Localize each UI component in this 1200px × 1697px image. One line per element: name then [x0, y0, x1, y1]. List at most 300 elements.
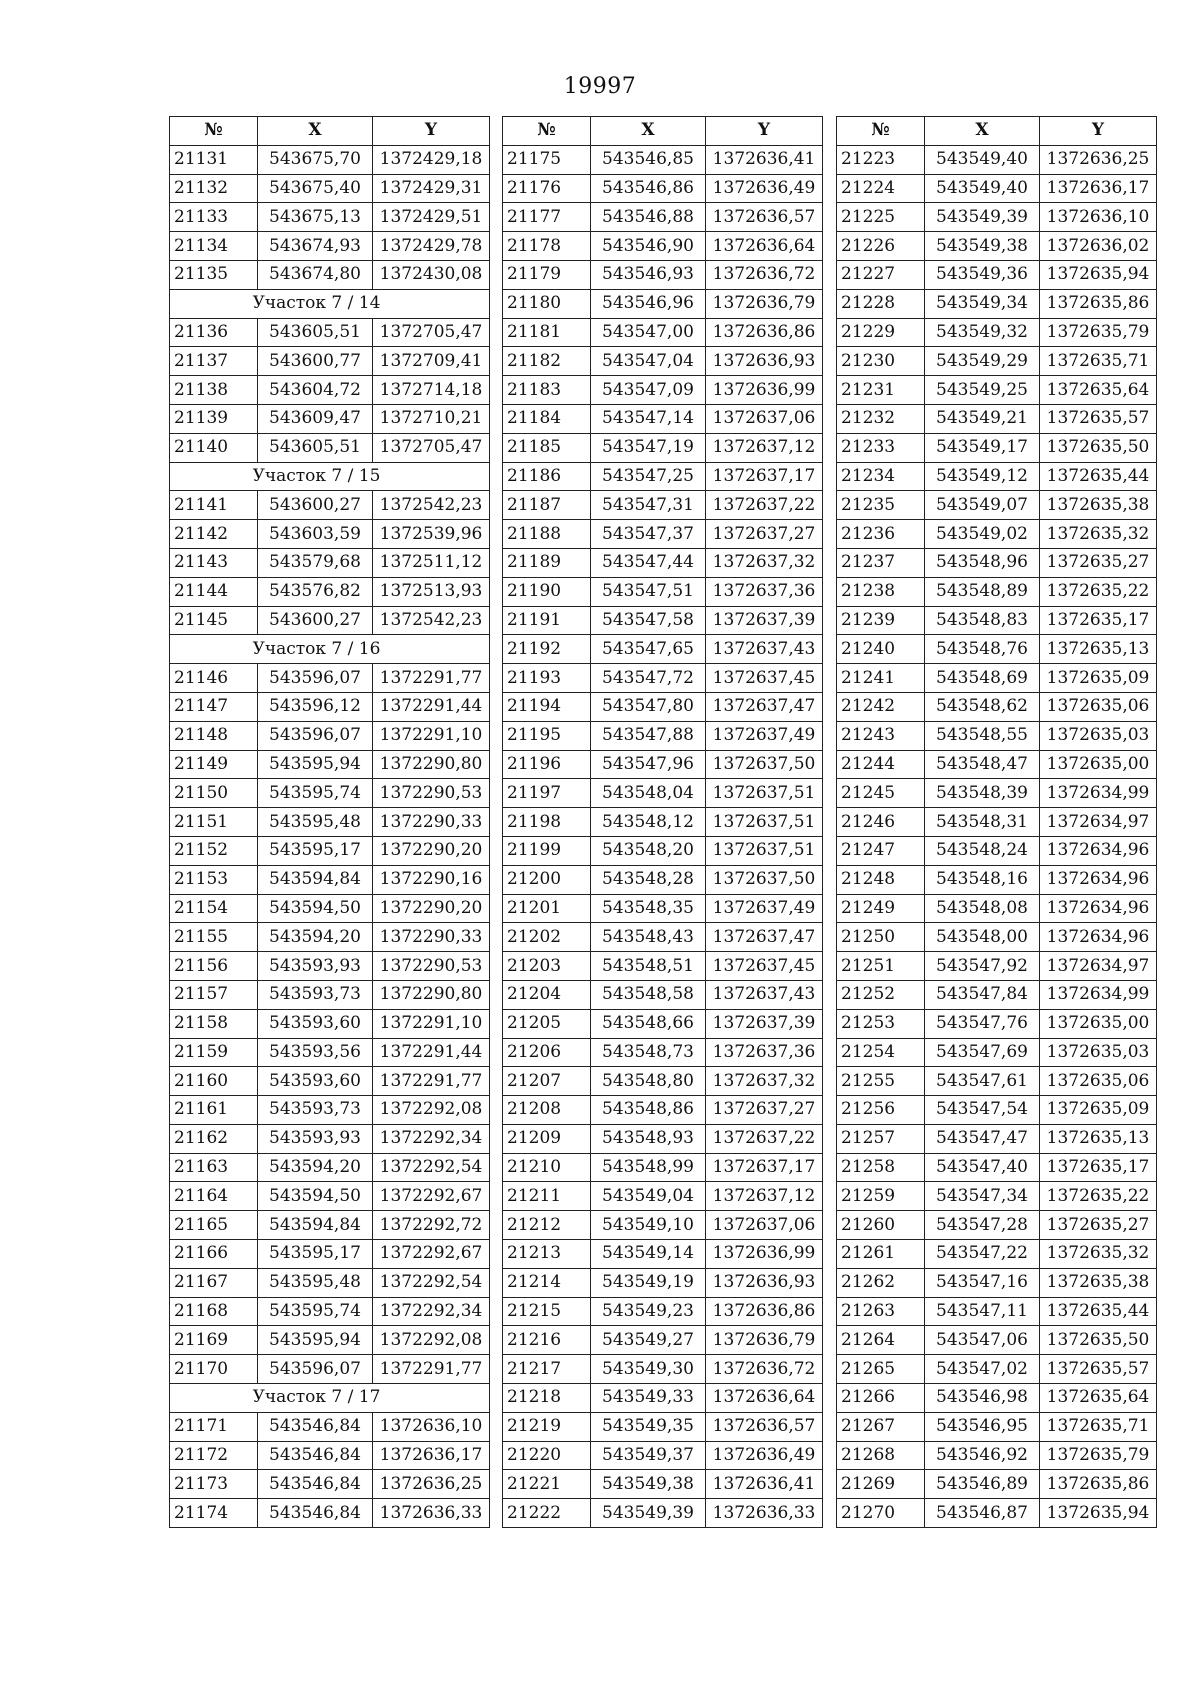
- y-coordinate-cell: 1372511,12: [373, 548, 490, 577]
- y-coordinate-cell: 1372634,99: [1040, 980, 1157, 1009]
- x-coordinate-cell: 543576,82: [258, 577, 373, 606]
- x-coordinate-cell: 543548,66: [591, 1009, 706, 1038]
- y-coordinate-cell: 1372637,43: [706, 635, 823, 664]
- coordinates-table-2: [502, 116, 823, 1528]
- point-number-cell: 21229: [837, 318, 925, 347]
- y-coordinate-cell: 1372636,93: [706, 1268, 823, 1297]
- y-coordinate-cell: 1372637,17: [706, 462, 823, 491]
- y-coordinate-cell: 1372635,22: [1040, 577, 1157, 606]
- table-row: [170, 1124, 490, 1153]
- table-row: [170, 520, 490, 549]
- y-coordinate-cell: 1372637,36: [706, 1038, 823, 1067]
- x-coordinate-cell: 543549,29: [925, 347, 1040, 376]
- point-number-cell: 21141: [170, 491, 258, 520]
- point-number-cell: 21169: [170, 1326, 258, 1355]
- point-number-cell: 21237: [837, 548, 925, 577]
- point-number-cell: 21260: [837, 1211, 925, 1240]
- point-number-cell: 21267: [837, 1412, 925, 1441]
- table-row: [837, 260, 1157, 289]
- point-number-cell: 21149: [170, 750, 258, 779]
- table-row: [837, 232, 1157, 261]
- y-coordinate-cell: 1372636,33: [373, 1499, 490, 1528]
- y-coordinate-cell: 1372710,21: [373, 404, 490, 433]
- table-row: [170, 750, 490, 779]
- x-coordinate-cell: 543549,32: [925, 318, 1040, 347]
- table-row: [170, 1211, 490, 1240]
- table-row: [503, 923, 823, 952]
- x-coordinate-cell: 543549,39: [591, 1499, 706, 1528]
- x-coordinate-cell: 543549,30: [591, 1355, 706, 1384]
- table-row: [170, 664, 490, 693]
- point-number-cell: 21165: [170, 1211, 258, 1240]
- point-number-cell: 21221: [503, 1470, 591, 1499]
- y-coordinate-cell: 1372637,27: [706, 1096, 823, 1125]
- table-row: [503, 1038, 823, 1067]
- y-coordinate-cell: 1372292,67: [373, 1182, 490, 1211]
- table-row: [837, 145, 1157, 174]
- point-number-cell: 21175: [503, 145, 591, 174]
- table-row: [170, 952, 490, 981]
- table-row: [837, 347, 1157, 376]
- x-coordinate-cell: 543547,09: [591, 376, 706, 405]
- point-number-cell: 21135: [170, 260, 258, 289]
- table-row: [837, 1096, 1157, 1125]
- table-row: [837, 894, 1157, 923]
- y-coordinate-cell: 1372636,64: [706, 1384, 823, 1413]
- x-coordinate-cell: 543548,93: [591, 1124, 706, 1153]
- x-coordinate-cell: 543547,04: [591, 347, 706, 376]
- x-coordinate-cell: 543549,37: [591, 1441, 706, 1470]
- table-row: [503, 865, 823, 894]
- table-row: [837, 203, 1157, 232]
- y-coordinate-cell: 1372636,10: [1040, 203, 1157, 232]
- table-row: [837, 1067, 1157, 1096]
- point-number-cell: 21150: [170, 779, 258, 808]
- point-number-cell: 21197: [503, 779, 591, 808]
- point-number-cell: 21200: [503, 865, 591, 894]
- y-coordinate-cell: 1372635,50: [1040, 1326, 1157, 1355]
- coordinates-table-body: [837, 145, 1157, 1527]
- table-row: [503, 1384, 823, 1413]
- point-number-cell: 21178: [503, 232, 591, 261]
- point-number-cell: 21185: [503, 433, 591, 462]
- y-coordinate-cell: 1372709,41: [373, 347, 490, 376]
- y-coordinate-cell: 1372290,33: [373, 923, 490, 952]
- table-row: [837, 376, 1157, 405]
- y-coordinate-cell: 1372637,32: [706, 548, 823, 577]
- x-coordinate-cell: 543595,94: [258, 1326, 373, 1355]
- point-number-cell: 21249: [837, 894, 925, 923]
- y-coordinate-cell: 1372635,50: [1040, 433, 1157, 462]
- point-number-cell: 21131: [170, 145, 258, 174]
- point-number-cell: 21218: [503, 1384, 591, 1413]
- point-number-cell: 21134: [170, 232, 258, 261]
- point-number-cell: 21170: [170, 1355, 258, 1384]
- table-row: [503, 1326, 823, 1355]
- x-coordinate-cell: 543548,86: [591, 1096, 706, 1125]
- x-coordinate-cell: 543549,33: [591, 1384, 706, 1413]
- x-coordinate-cell: 543549,17: [925, 433, 1040, 462]
- table-row: [837, 318, 1157, 347]
- table-row: [503, 836, 823, 865]
- x-coordinate-cell: 543549,40: [925, 174, 1040, 203]
- point-number-cell: 21153: [170, 865, 258, 894]
- y-coordinate-cell: 1372635,32: [1040, 1240, 1157, 1269]
- table-row: [837, 548, 1157, 577]
- y-coordinate-cell: 1372635,27: [1040, 548, 1157, 577]
- x-coordinate-cell: 543549,38: [925, 232, 1040, 261]
- y-coordinate-cell: 1372635,86: [1040, 1470, 1157, 1499]
- table-row: [837, 1499, 1157, 1528]
- x-coordinate-cell: 543549,07: [925, 491, 1040, 520]
- y-coordinate-cell: 1372429,18: [373, 145, 490, 174]
- point-number-cell: 21155: [170, 923, 258, 952]
- point-number-cell: 21219: [503, 1412, 591, 1441]
- y-coordinate-cell: 1372429,78: [373, 232, 490, 261]
- y-coordinate-cell: 1372635,00: [1040, 750, 1157, 779]
- point-number-cell: 21154: [170, 894, 258, 923]
- table-row: [837, 721, 1157, 750]
- point-number-cell: 21174: [170, 1499, 258, 1528]
- y-coordinate-cell: 1372636,72: [706, 260, 823, 289]
- y-coordinate-cell: 1372290,16: [373, 865, 490, 894]
- point-number-cell: 21132: [170, 174, 258, 203]
- table-row: [503, 1355, 823, 1384]
- point-number-cell: 21164: [170, 1182, 258, 1211]
- y-coordinate-cell: 1372291,10: [373, 1009, 490, 1038]
- y-coordinate-cell: 1372634,97: [1040, 952, 1157, 981]
- x-coordinate-cell: 543547,61: [925, 1067, 1040, 1096]
- point-number-cell: 21146: [170, 664, 258, 693]
- point-number-cell: 21168: [170, 1297, 258, 1326]
- x-coordinate-cell: 543547,16: [925, 1268, 1040, 1297]
- table-row: [170, 1182, 490, 1211]
- x-coordinate-cell: 543547,14: [591, 404, 706, 433]
- x-coordinate-cell: 543547,47: [925, 1124, 1040, 1153]
- x-coordinate-cell: 543547,02: [925, 1355, 1040, 1384]
- point-number-cell: 21202: [503, 923, 591, 952]
- table-row: [170, 1441, 490, 1470]
- table-row: [503, 1297, 823, 1326]
- table-row: [503, 318, 823, 347]
- table-row: [503, 692, 823, 721]
- y-coordinate-cell: 1372635,13: [1040, 1124, 1157, 1153]
- x-coordinate-cell: 543594,20: [258, 1153, 373, 1182]
- point-number-cell: 21225: [837, 203, 925, 232]
- point-number-cell: 21183: [503, 376, 591, 405]
- table-row: [503, 520, 823, 549]
- x-coordinate-cell: 543546,84: [258, 1441, 373, 1470]
- table-row: [837, 692, 1157, 721]
- x-coordinate-cell: 543549,36: [925, 260, 1040, 289]
- header-y: Y: [373, 117, 490, 146]
- table-row: [170, 1067, 490, 1096]
- y-coordinate-cell: 1372637,06: [706, 1211, 823, 1240]
- point-number-cell: 21163: [170, 1153, 258, 1182]
- x-coordinate-cell: 543548,00: [925, 923, 1040, 952]
- point-number-cell: 21158: [170, 1009, 258, 1038]
- x-coordinate-cell: 543548,51: [591, 952, 706, 981]
- y-coordinate-cell: 1372636,72: [706, 1355, 823, 1384]
- table-row: [170, 404, 490, 433]
- x-coordinate-cell: 543546,84: [258, 1412, 373, 1441]
- point-number-cell: 21138: [170, 376, 258, 405]
- y-coordinate-cell: 1372635,57: [1040, 404, 1157, 433]
- x-coordinate-cell: 543674,80: [258, 260, 373, 289]
- y-coordinate-cell: 1372292,72: [373, 1211, 490, 1240]
- section-title: Участок 7 / 17: [170, 1384, 490, 1413]
- y-coordinate-cell: 1372634,96: [1040, 923, 1157, 952]
- point-number-cell: 21228: [837, 289, 925, 318]
- header-row: [503, 117, 823, 146]
- point-number-cell: 21186: [503, 462, 591, 491]
- x-coordinate-cell: 543546,95: [925, 1412, 1040, 1441]
- point-number-cell: 21217: [503, 1355, 591, 1384]
- point-number-cell: 21176: [503, 174, 591, 203]
- point-number-cell: 21182: [503, 347, 591, 376]
- table-row: [503, 462, 823, 491]
- point-number-cell: 21205: [503, 1009, 591, 1038]
- table-row: [503, 232, 823, 261]
- point-number-cell: 21198: [503, 808, 591, 837]
- table-row: [837, 1355, 1157, 1384]
- table-row: [170, 548, 490, 577]
- x-coordinate-cell: 543600,77: [258, 347, 373, 376]
- point-number-cell: 21151: [170, 808, 258, 837]
- y-coordinate-cell: 1372292,67: [373, 1240, 490, 1269]
- x-coordinate-cell: 543549,10: [591, 1211, 706, 1240]
- x-coordinate-cell: 543594,50: [258, 1182, 373, 1211]
- x-coordinate-cell: 543546,98: [925, 1384, 1040, 1413]
- table-row: [170, 145, 490, 174]
- table-row: [170, 606, 490, 635]
- x-coordinate-cell: 543548,16: [925, 865, 1040, 894]
- point-number-cell: 21188: [503, 520, 591, 549]
- table-row: [170, 347, 490, 376]
- y-coordinate-cell: 1372290,33: [373, 808, 490, 837]
- table-row: [503, 779, 823, 808]
- point-number-cell: 21199: [503, 836, 591, 865]
- point-number-cell: 21167: [170, 1268, 258, 1297]
- point-number-cell: 21239: [837, 606, 925, 635]
- x-coordinate-cell: 543547,51: [591, 577, 706, 606]
- table-row: [837, 1297, 1157, 1326]
- point-number-cell: 21243: [837, 721, 925, 750]
- table-row: [503, 404, 823, 433]
- x-coordinate-cell: 543596,12: [258, 692, 373, 721]
- point-number-cell: 21137: [170, 347, 258, 376]
- x-coordinate-cell: 543549,34: [925, 289, 1040, 318]
- table-row: [837, 952, 1157, 981]
- point-number-cell: 21180: [503, 289, 591, 318]
- y-coordinate-cell: 1372637,12: [706, 433, 823, 462]
- x-coordinate-cell: 543596,07: [258, 1355, 373, 1384]
- x-coordinate-cell: 543546,96: [591, 289, 706, 318]
- x-coordinate-cell: 543549,19: [591, 1268, 706, 1297]
- table-row: [837, 1384, 1157, 1413]
- y-coordinate-cell: 1372637,22: [706, 1124, 823, 1153]
- point-number-cell: 21162: [170, 1124, 258, 1153]
- table-row: [503, 894, 823, 923]
- point-number-cell: 21230: [837, 347, 925, 376]
- x-coordinate-cell: 543548,96: [925, 548, 1040, 577]
- y-coordinate-cell: 1372429,31: [373, 174, 490, 203]
- point-number-cell: 21143: [170, 548, 258, 577]
- y-coordinate-cell: 1372635,17: [1040, 1153, 1157, 1182]
- y-coordinate-cell: 1372636,02: [1040, 232, 1157, 261]
- x-coordinate-cell: 543605,51: [258, 433, 373, 462]
- y-coordinate-cell: 1372290,80: [373, 980, 490, 1009]
- y-coordinate-cell: 1372635,64: [1040, 1384, 1157, 1413]
- point-number-cell: 21264: [837, 1326, 925, 1355]
- table-row: [503, 203, 823, 232]
- x-coordinate-cell: 543549,12: [925, 462, 1040, 491]
- point-number-cell: 21206: [503, 1038, 591, 1067]
- x-coordinate-cell: 543593,73: [258, 980, 373, 1009]
- x-coordinate-cell: 543548,35: [591, 894, 706, 923]
- x-coordinate-cell: 543549,40: [925, 145, 1040, 174]
- table-row: [170, 260, 490, 289]
- x-coordinate-cell: 543600,27: [258, 606, 373, 635]
- point-number-cell: 21179: [503, 260, 591, 289]
- y-coordinate-cell: 1372634,99: [1040, 779, 1157, 808]
- header-x: X: [258, 117, 373, 146]
- x-coordinate-cell: 543549,14: [591, 1240, 706, 1269]
- section-header-row: [170, 289, 490, 318]
- x-coordinate-cell: 543549,39: [925, 203, 1040, 232]
- point-number-cell: 21157: [170, 980, 258, 1009]
- y-coordinate-cell: 1372635,32: [1040, 520, 1157, 549]
- point-number-cell: 21161: [170, 1096, 258, 1125]
- section-title: Участок 7 / 14: [170, 289, 490, 318]
- table-row: [503, 1441, 823, 1470]
- y-coordinate-cell: 1372637,12: [706, 1182, 823, 1211]
- table-row: [170, 1470, 490, 1499]
- y-coordinate-cell: 1372292,54: [373, 1268, 490, 1297]
- x-coordinate-cell: 543548,69: [925, 664, 1040, 693]
- point-number-cell: 21195: [503, 721, 591, 750]
- table-row: [170, 203, 490, 232]
- x-coordinate-cell: 543548,43: [591, 923, 706, 952]
- x-coordinate-cell: 543595,17: [258, 1240, 373, 1269]
- y-coordinate-cell: 1372636,57: [706, 1412, 823, 1441]
- y-coordinate-cell: 1372635,94: [1040, 1499, 1157, 1528]
- x-coordinate-cell: 543595,17: [258, 836, 373, 865]
- table-row: [170, 1268, 490, 1297]
- y-coordinate-cell: 1372636,79: [706, 289, 823, 318]
- x-coordinate-cell: 543546,84: [258, 1470, 373, 1499]
- y-coordinate-cell: 1372634,96: [1040, 894, 1157, 923]
- y-coordinate-cell: 1372635,06: [1040, 1067, 1157, 1096]
- table-row: [837, 865, 1157, 894]
- y-coordinate-cell: 1372637,51: [706, 808, 823, 837]
- x-coordinate-cell: 543547,76: [925, 1009, 1040, 1038]
- x-coordinate-cell: 543547,37: [591, 520, 706, 549]
- x-coordinate-cell: 543579,68: [258, 548, 373, 577]
- x-coordinate-cell: 543675,40: [258, 174, 373, 203]
- table-row: [837, 1211, 1157, 1240]
- y-coordinate-cell: 1372636,17: [373, 1441, 490, 1470]
- y-coordinate-cell: 1372635,86: [1040, 289, 1157, 318]
- table-row: [170, 433, 490, 462]
- table-row: [503, 548, 823, 577]
- y-coordinate-cell: 1372637,50: [706, 750, 823, 779]
- y-coordinate-cell: 1372291,77: [373, 664, 490, 693]
- table-row: [503, 1211, 823, 1240]
- table-row: [170, 1499, 490, 1528]
- y-coordinate-cell: 1372636,93: [706, 347, 823, 376]
- y-coordinate-cell: 1372637,22: [706, 491, 823, 520]
- y-coordinate-cell: 1372635,44: [1040, 1297, 1157, 1326]
- x-coordinate-cell: 543593,60: [258, 1067, 373, 1096]
- x-coordinate-cell: 543547,25: [591, 462, 706, 491]
- y-coordinate-cell: 1372290,20: [373, 894, 490, 923]
- point-number-cell: 21208: [503, 1096, 591, 1125]
- x-coordinate-cell: 543594,84: [258, 1211, 373, 1240]
- point-number-cell: 21232: [837, 404, 925, 433]
- table-row: [170, 1038, 490, 1067]
- table-row: [837, 1182, 1157, 1211]
- table-row: [837, 750, 1157, 779]
- table-row: [170, 836, 490, 865]
- table-row: [170, 1297, 490, 1326]
- x-coordinate-cell: 543546,92: [925, 1441, 1040, 1470]
- y-coordinate-cell: 1372637,45: [706, 952, 823, 981]
- table-row: [837, 404, 1157, 433]
- y-coordinate-cell: 1372429,51: [373, 203, 490, 232]
- table-row: [837, 779, 1157, 808]
- y-coordinate-cell: 1372637,50: [706, 865, 823, 894]
- x-coordinate-cell: 543548,58: [591, 980, 706, 1009]
- table-row: [170, 174, 490, 203]
- point-number-cell: 21226: [837, 232, 925, 261]
- y-coordinate-cell: 1372635,79: [1040, 318, 1157, 347]
- table-row: [837, 520, 1157, 549]
- table-row: [170, 721, 490, 750]
- x-coordinate-cell: 543595,74: [258, 1297, 373, 1326]
- x-coordinate-cell: 543547,96: [591, 750, 706, 779]
- point-number-cell: 21236: [837, 520, 925, 549]
- y-coordinate-cell: 1372636,86: [706, 1297, 823, 1326]
- x-coordinate-cell: 543547,06: [925, 1326, 1040, 1355]
- table-row: [170, 1326, 490, 1355]
- point-number-cell: 21148: [170, 721, 258, 750]
- table-row: [837, 1124, 1157, 1153]
- y-coordinate-cell: 1372635,06: [1040, 692, 1157, 721]
- x-coordinate-cell: 543547,31: [591, 491, 706, 520]
- point-number-cell: 21213: [503, 1240, 591, 1269]
- y-coordinate-cell: 1372637,17: [706, 1153, 823, 1182]
- point-number-cell: 21259: [837, 1182, 925, 1211]
- y-coordinate-cell: 1372637,51: [706, 836, 823, 865]
- x-coordinate-cell: 543547,65: [591, 635, 706, 664]
- point-number-cell: 21144: [170, 577, 258, 606]
- coordinates-table-body: [503, 145, 823, 1527]
- table-row: [837, 1326, 1157, 1355]
- y-coordinate-cell: 1372542,23: [373, 491, 490, 520]
- point-number-cell: 21203: [503, 952, 591, 981]
- y-coordinate-cell: 1372636,64: [706, 232, 823, 261]
- x-coordinate-cell: 543594,84: [258, 865, 373, 894]
- table-row: [503, 491, 823, 520]
- y-coordinate-cell: 1372635,64: [1040, 376, 1157, 405]
- x-coordinate-cell: 543547,92: [925, 952, 1040, 981]
- section-title: Участок 7 / 15: [170, 462, 490, 491]
- point-number-cell: 21244: [837, 750, 925, 779]
- table-row: [170, 491, 490, 520]
- point-number-cell: 21258: [837, 1153, 925, 1182]
- point-number-cell: 21139: [170, 404, 258, 433]
